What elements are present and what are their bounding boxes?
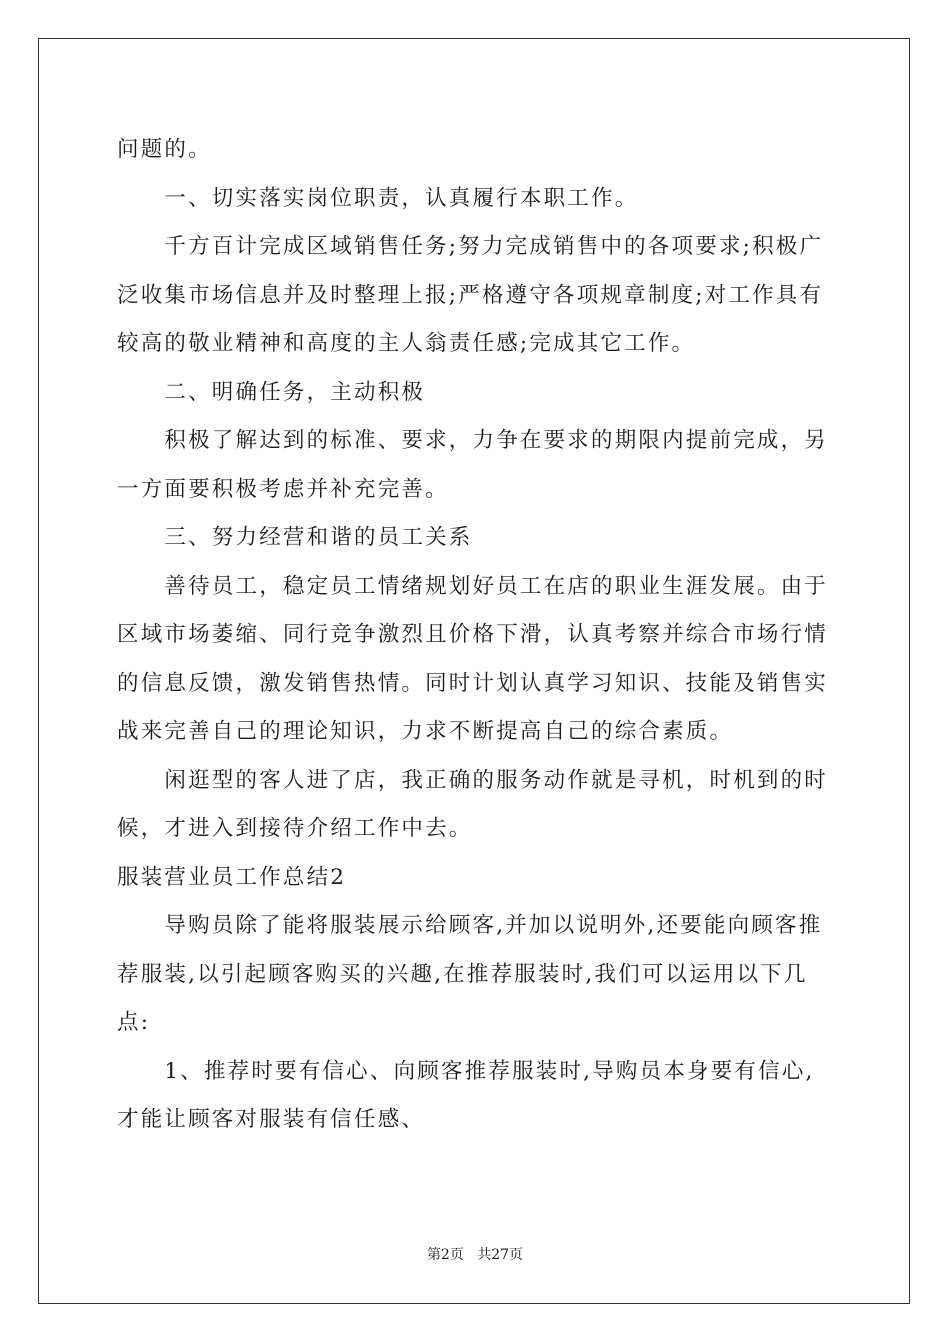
text-line: 积极了解达到的标准、要求，力争在要求的期限内提前完成，另	[117, 428, 829, 453]
document-body	[117, 126, 833, 1145]
text-line: 善待员工，稳定员工情绪规划好员工在店的职业生涯发展。由于	[117, 573, 829, 599]
text-line: 泛收集市场信息并及时整理上报;严格遵守各项规章制度;对工作具有	[117, 282, 824, 308]
text-line: 的信息反馈，激发销售热情。同时计划认真学习知识、技能及销售实	[117, 670, 829, 696]
text-line: 较高的敬业精神和高度的主人翁责任感;完成其它工作。	[117, 331, 696, 356]
page-footer	[0, 1244, 950, 1264]
text-line: 闲逛型的客人进了店，我正确的服务动作就是寻机，时机到的时	[117, 767, 829, 793]
text-line: 导购员除了能将服装展示给顾客,并加以说明外,还要能向顾客推	[117, 913, 823, 938]
page-number: 第2页	[426, 1247, 464, 1263]
text-line: 才能让顾客对服装有信任感、	[117, 1107, 426, 1132]
text-line: 荐服装,以引起顾客购买的兴趣,在推荐服装时,我们可以运用以下几	[117, 961, 808, 987]
section-heading: 三、努力经营和谐的员工关系	[117, 525, 473, 550]
section-heading: 一、切实落实岗位职责，认真履行本职工作。	[117, 185, 639, 211]
text-line: 问题的。	[117, 137, 212, 162]
text-line: 区域市场萎缩、同行竞争激烈且价格下滑，认真考察并综合市场行情	[117, 622, 829, 647]
section-heading: 二、明确任务，主动积极	[117, 379, 426, 405]
text-line: 一方面要积极考虑并补充完善。	[117, 476, 449, 502]
text-line: 点:	[117, 1010, 151, 1035]
text-line: 战来完善自己的理论知识，力求不断提高自己的综合素质。	[117, 719, 734, 744]
text-line: 候，才进入到接待介绍工作中去。	[117, 816, 473, 841]
article-title: 服装营业员工作总结2	[117, 864, 347, 890]
text-line: 1、推荐时要有信心、向顾客推荐服装时,导购员本身要有信心,	[117, 1058, 815, 1084]
text-line: 千方百计完成区域销售任务;努力完成销售中的各项要求;积极广	[117, 234, 824, 259]
page-total: 共27页	[477, 1247, 524, 1263]
